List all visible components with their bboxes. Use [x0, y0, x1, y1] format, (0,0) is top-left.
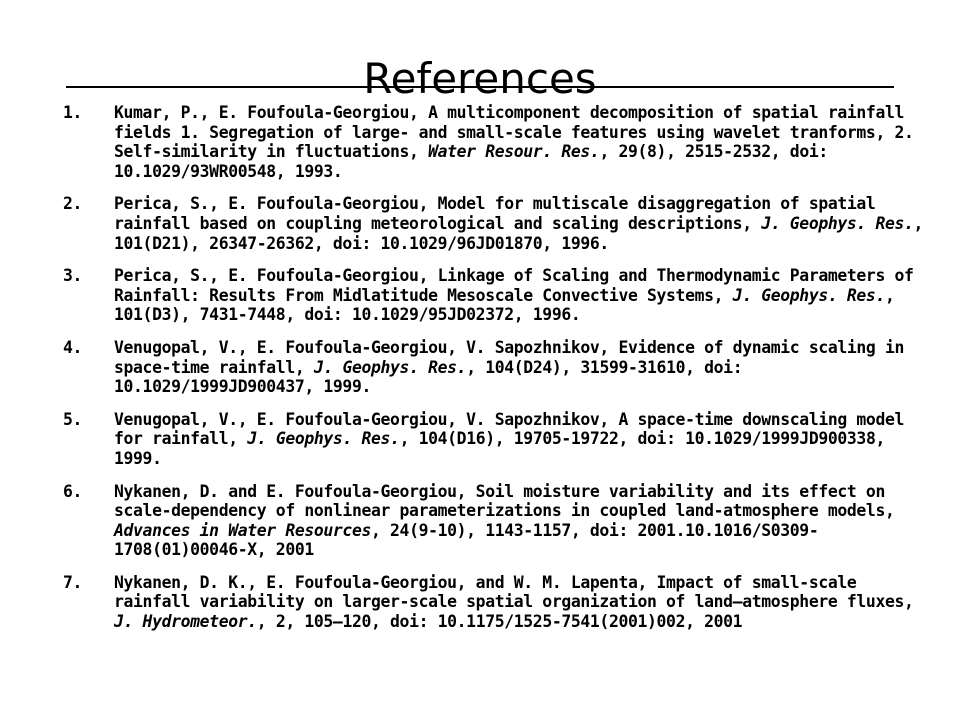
reference-journal: Water Resour. Res. [428, 142, 600, 162]
reference-item [63, 266, 925, 325]
reference-journal: Advances in Water Resources [114, 520, 371, 540]
reference-details: , 2, 105–120, doi: 10.1175/1525-7541(2001)002, 2001 [256, 612, 743, 632]
reference-item [63, 194, 925, 253]
reference-number: 3. [63, 266, 83, 286]
page-title: References [363, 54, 597, 104]
reference-details: , 101(D3), 7431-7448, doi: 10.1029/95JD02372, 1996. [114, 285, 895, 325]
title-divider [66, 86, 894, 88]
reference-number: 5. [63, 409, 83, 429]
reference-item [63, 482, 925, 560]
reference-list [63, 103, 925, 645]
reference-item [63, 573, 925, 632]
reference-text: Kumar, P., E. Foufoula-Georgiou, A multicomponent decomposition of spatial rainfall fields 1. Segregation of large- and small-scale features using wavelet tranforms, 2. Self-similarity in fluctuations, [114, 103, 914, 162]
reference-journal: J. Geophys. Res. [761, 213, 914, 233]
reference-number: 7. [63, 572, 83, 592]
reference-item [63, 410, 925, 469]
reference-journal: J. Geophys. Res. [732, 285, 885, 305]
reference-details: , 24(9-10), 1143-1157, doi: 2001.10.1016/S0309-1708(01)00046-X, 2001 [114, 520, 819, 560]
reference-number: 6. [63, 481, 83, 501]
reference-number: 1. [63, 103, 83, 122]
reference-text: Perica, S., E. Foufoula-Georgiou, Model for multiscale disaggregation of spatial rainfall based on coupling meteorological and scaling descriptions, [114, 194, 876, 233]
reference-item [63, 338, 925, 397]
reference-number: 4. [63, 337, 83, 357]
reference-journal: J. Hydrometeor. [114, 612, 257, 632]
reference-details: , 101(D21), 26347-26362, doi: 10.1029/96JD01870, 1996. [114, 213, 924, 253]
reference-text: Venugopal, V., E. Foufoula-Georgiou, V. Sapozhnikov, A space-time downscaling model for rainfall, [114, 409, 904, 449]
reference-journal: J. Geophys. Res. [313, 357, 467, 377]
reference-details: , 104(D24), 31599-31610, doi: 10.1029/1999JD900437, 1999. [114, 357, 743, 397]
reference-number: 2. [63, 194, 83, 214]
reference-text: Venugopal, V., E. Foufoula-Georgiou, V. Sapozhnikov, Evidence of dynamic scaling in space-time rainfall, [114, 337, 904, 377]
reference-details: , 29(8), 2515-2532, doi: 10.1029/93WR00548, 1993. [114, 142, 828, 181]
reference-details: , 104(D16), 19705-19722, doi: 10.1029/1999JD900338, 1999. [114, 429, 885, 468]
reference-text: Nykanen, D. K., E. Foufoula-Georgiou, and W. M. Lapenta, Impact of small-scale rainfall variability on larger-scale spatial organization of land–atmosphere fluxes, [114, 572, 914, 612]
reference-journal: J. Geophys. Res. [247, 429, 400, 449]
reference-text: Perica, S., E. Foufoula-Georgiou, Linkage of Scaling and Thermodynamic Parameters of Rainfall: Results From Midlatitude Mesoscale Convective Systems, [114, 266, 914, 305]
reference-item [63, 103, 925, 181]
reference-text: Nykanen, D. and E. Foufoula-Georgiou, Soil moisture variability and its effect on scale-dependency of nonlinear parameterizations in coupled land-atmosphere models, [114, 481, 895, 521]
